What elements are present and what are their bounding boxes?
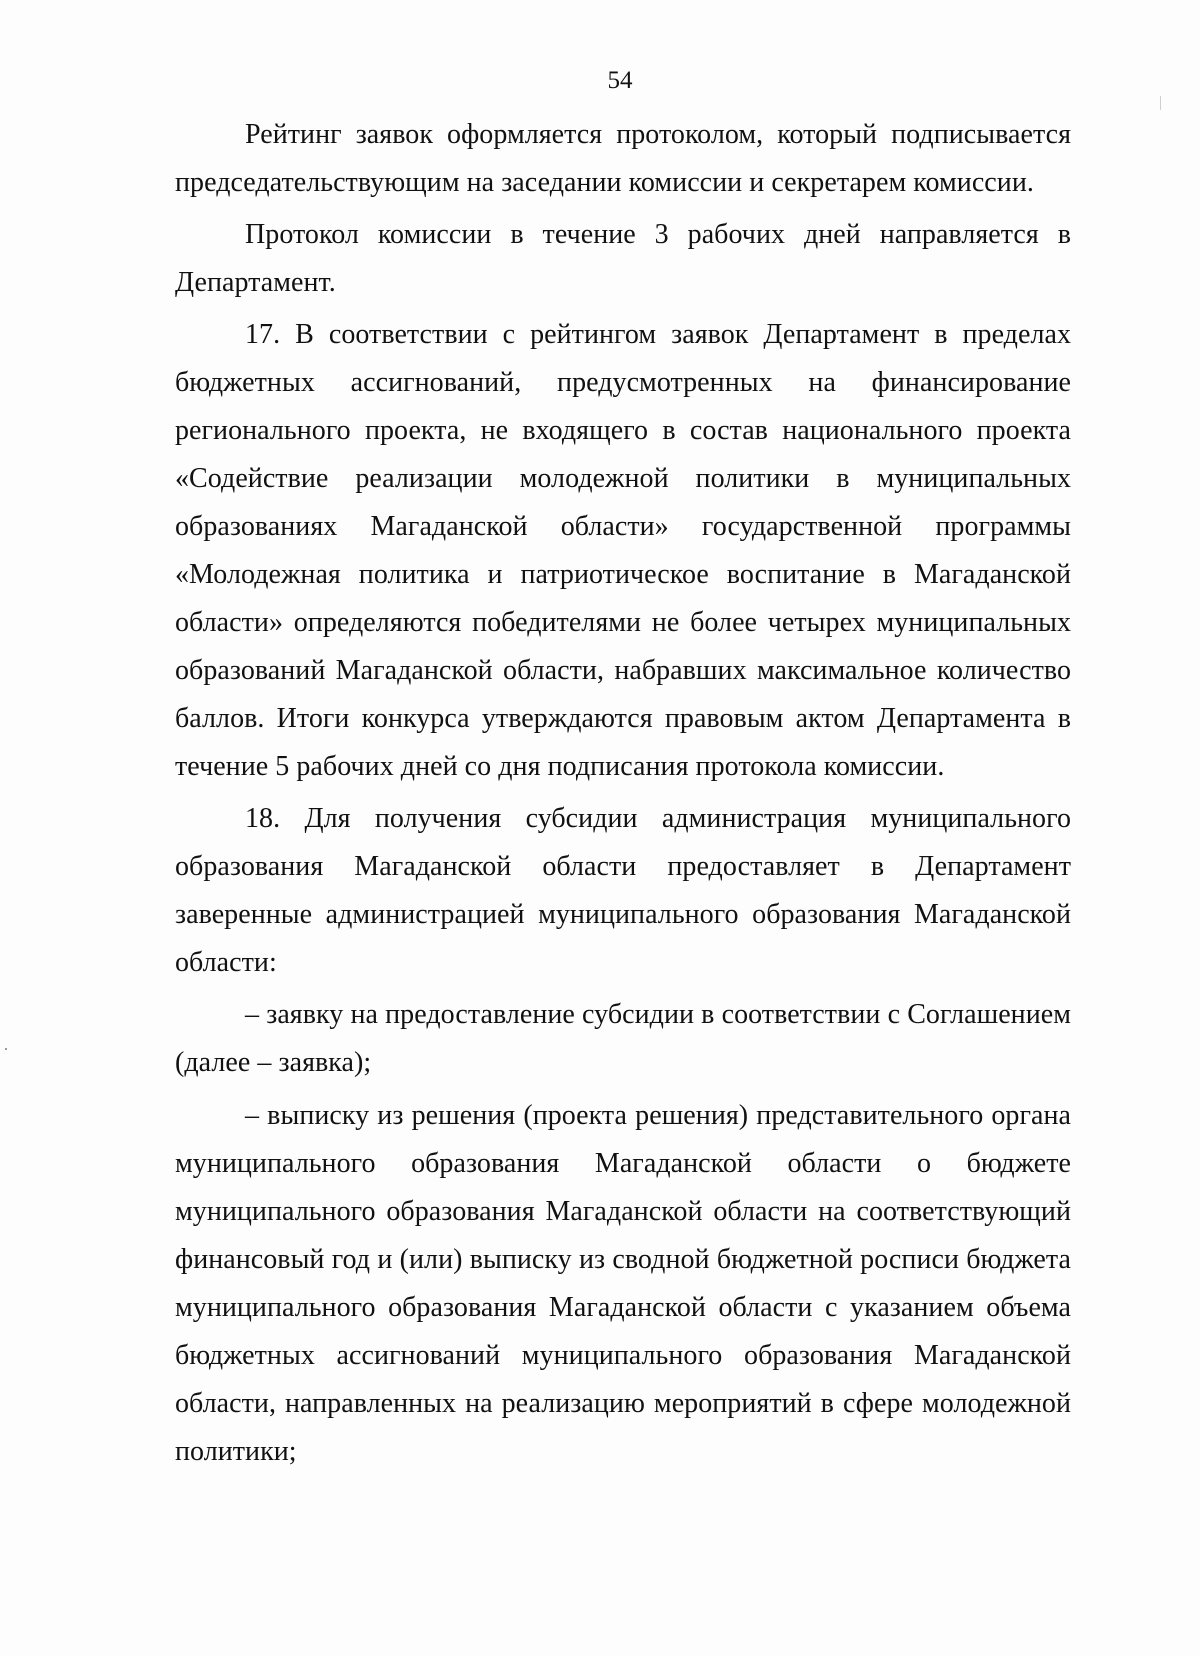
- body-text: [175, 111, 1071, 1481]
- paragraph-protocol-submission: Протокол комиссии в течение 3 рабочих дней направляется в Департамент.: [175, 219, 1071, 298]
- paragraph-rating-protocol: Рейтинг заявок оформляется протоколом, который подписывается председательствующим на заседании комиссии и секретарем комиссии.: [175, 119, 1071, 198]
- scan-edge-mark: [1160, 96, 1161, 110]
- list-item-budget-extract: – выписку из решения (проекта решения) представительного органа муниципального образования Магаданской области о бюджете муниципального образования Магаданской области на соответствующий финансовый год и (или) выписку из сводной бюджетной росписи бюджета муниципального образования Магаданской области с указанием объема бюджетных ассигнований муниципального образования Магаданской области, направленных на реализацию мероприятий в сфере молодежной политики;: [175, 1100, 1071, 1467]
- page-number: 54: [607, 67, 633, 94]
- paragraph-section-17: 17. В соответствии с рейтингом заявок Департамент в пределах бюджетных ассигнований, предусмотренных на финансирование регионального проекта, не входящего в состав национального проекта «Содействие реализации молодежной политики в муниципальных образованиях Магаданской области» государственной программы «Молодежная политика и патриотическое воспитание в Магаданской области» определяются победителями не более четырех муниципальных образований Магаданской области, набравших максимальное количество баллов. Итоги конкурса утверждаются правовым актом Департамента в течение 5 рабочих дней со дня подписания протокола комиссии.: [175, 319, 1071, 782]
- scan-speck-mark: [5, 1048, 7, 1050]
- list-item-application: – заявку на предоставление субсидии в соответствии с Соглашением (далее – заявка);: [175, 999, 1071, 1078]
- paragraph-section-18: 18. Для получения субсидии администрация муниципального образования Магаданской области предоставляет в Департамент заверенные администрацией муниципального образования Магаданской области:: [175, 803, 1071, 978]
